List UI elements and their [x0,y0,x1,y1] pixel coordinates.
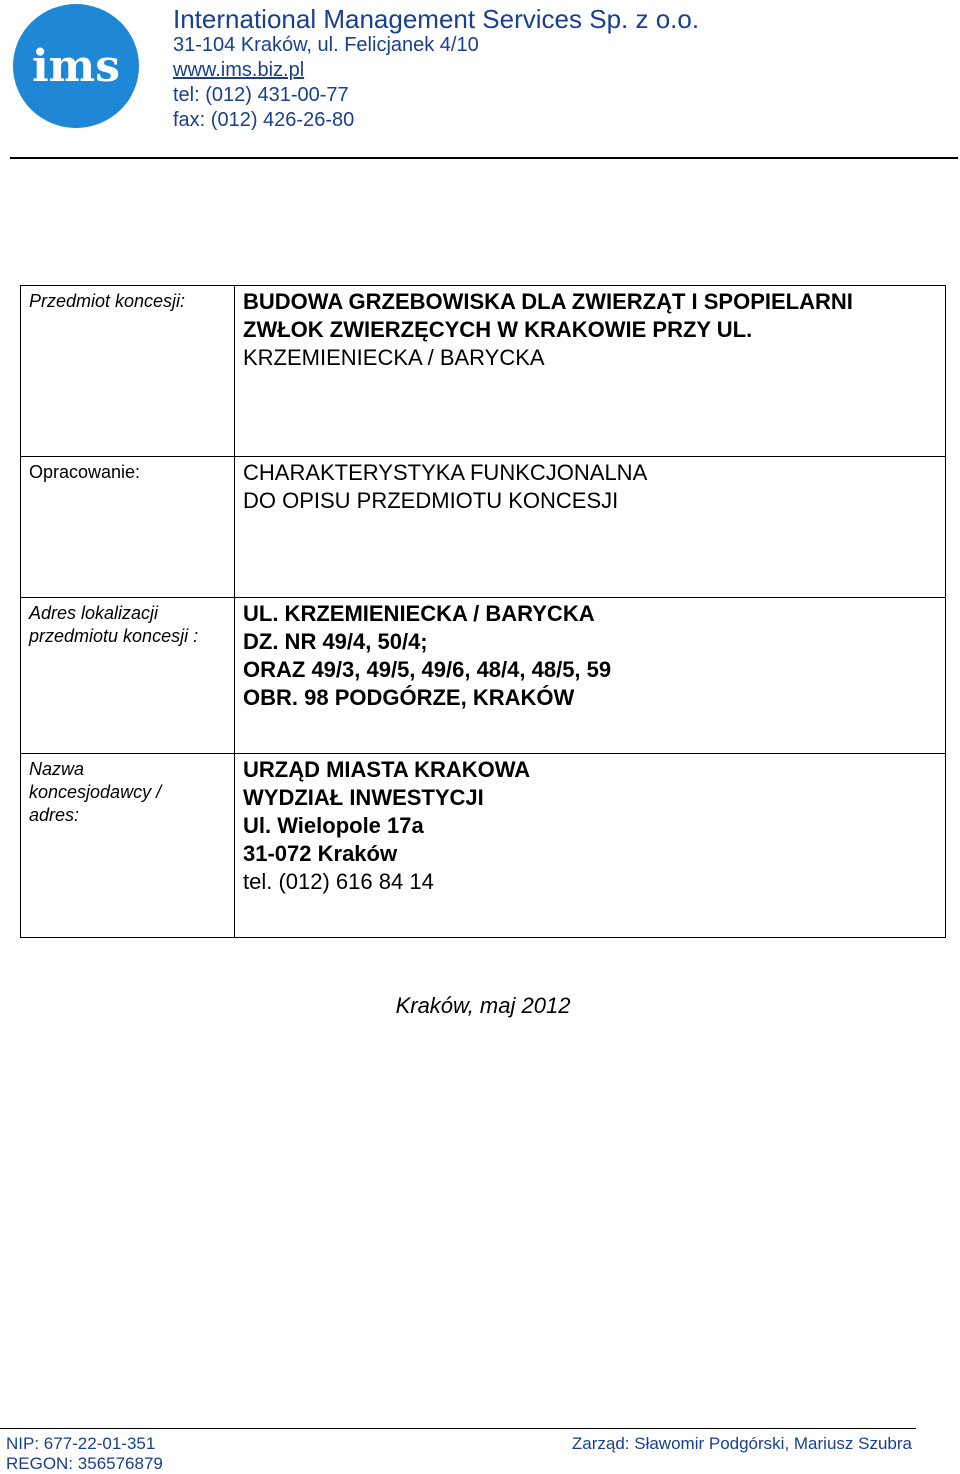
row-value-cell [235,457,946,598]
value-line: ORAZ 49/3, 49/5, 49/6, 48/4, 48/5, 59 [243,657,612,682]
value-line: BUDOWA GRZEBOWISKA DLA ZWIERZĄT I SPOPIELARNI [243,289,853,314]
row-value [235,598,945,712]
concession-info-table [20,285,946,938]
label-line: przedmiotu koncesji : [29,626,199,646]
label-line: Nazwa [29,759,85,779]
value-line: WYDZIAŁ INWESTYCJI [243,785,484,810]
table-row [21,457,946,598]
website-link[interactable]: www.ims.biz.pl [173,59,305,81]
company-name: International Management Services Sp. z o.o. [173,4,700,34]
value-line: Ul. Wielopole 17a [243,813,424,838]
table-row [21,754,946,938]
label-line: koncesjodawcy / [29,782,162,802]
value-line: OBR. 98 PODGÓRZE, KRAKÓW [243,685,575,710]
row-value [235,286,945,372]
row-label-cell [21,754,235,938]
company-phone: tel: (012) 431-00-77 [173,84,349,106]
value-line: DZ. NR 49/4, 50/4; [243,629,428,654]
footer-divider [0,1428,916,1429]
row-label [21,598,234,648]
logo-text: ims [31,41,121,92]
row-value-cell [235,754,946,938]
footer-company-ids [6,1434,163,1474]
row-value-cell [235,598,946,754]
label-line: Opracowanie: [29,462,141,482]
row-value [235,457,945,515]
place-and-date: Kraków, maj 2012 [395,993,571,1018]
company-address: 31-104 Kraków, ul. Felicjanek 4/10 [173,34,479,56]
row-label-cell [21,286,235,457]
row-label [21,457,234,484]
table-row [21,598,946,754]
row-value-cell [235,286,946,457]
value-line: DO OPISU PRZEDMIOTU KONCESJI [243,488,619,513]
company-fax: fax: (012) 426-26-80 [173,109,355,131]
value-line: UL. KRZEMIENIECKA / BARYCKA [243,601,595,626]
footer-board: Zarząd: Sławomir Podgórski, Mariusz Szubra [571,1434,912,1453]
label-line: Przedmiot koncesji: [29,291,186,311]
footer-nip: NIP: 677-22-01-351 [6,1434,156,1453]
row-label-cell [21,598,235,754]
value-line: tel. (012) 616 84 14 [243,869,434,894]
row-label [21,286,234,313]
label-line: Adres lokalizacji [29,603,159,623]
company-info [173,5,699,133]
row-label-cell [21,457,235,598]
label-line: adres: [29,805,80,825]
row-label [21,754,234,827]
value-line: ZWŁOK ZWIERZĘCYCH W KRAKOWIE PRZY UL. [243,317,753,342]
value-line: KRZEMIENIECKA / BARYCKA [243,345,545,370]
value-line: CHARAKTERYSTYKA FUNKCJONALNA [243,460,648,485]
row-value [235,754,945,896]
table-row [21,286,946,457]
footer-regon: REGON: 356576879 [6,1454,163,1473]
value-line: URZĄD MIASTA KRAKOWA [243,757,531,782]
ims-logo [12,3,140,129]
header-divider [10,157,958,159]
value-line: 31-072 Kraków [243,841,398,866]
